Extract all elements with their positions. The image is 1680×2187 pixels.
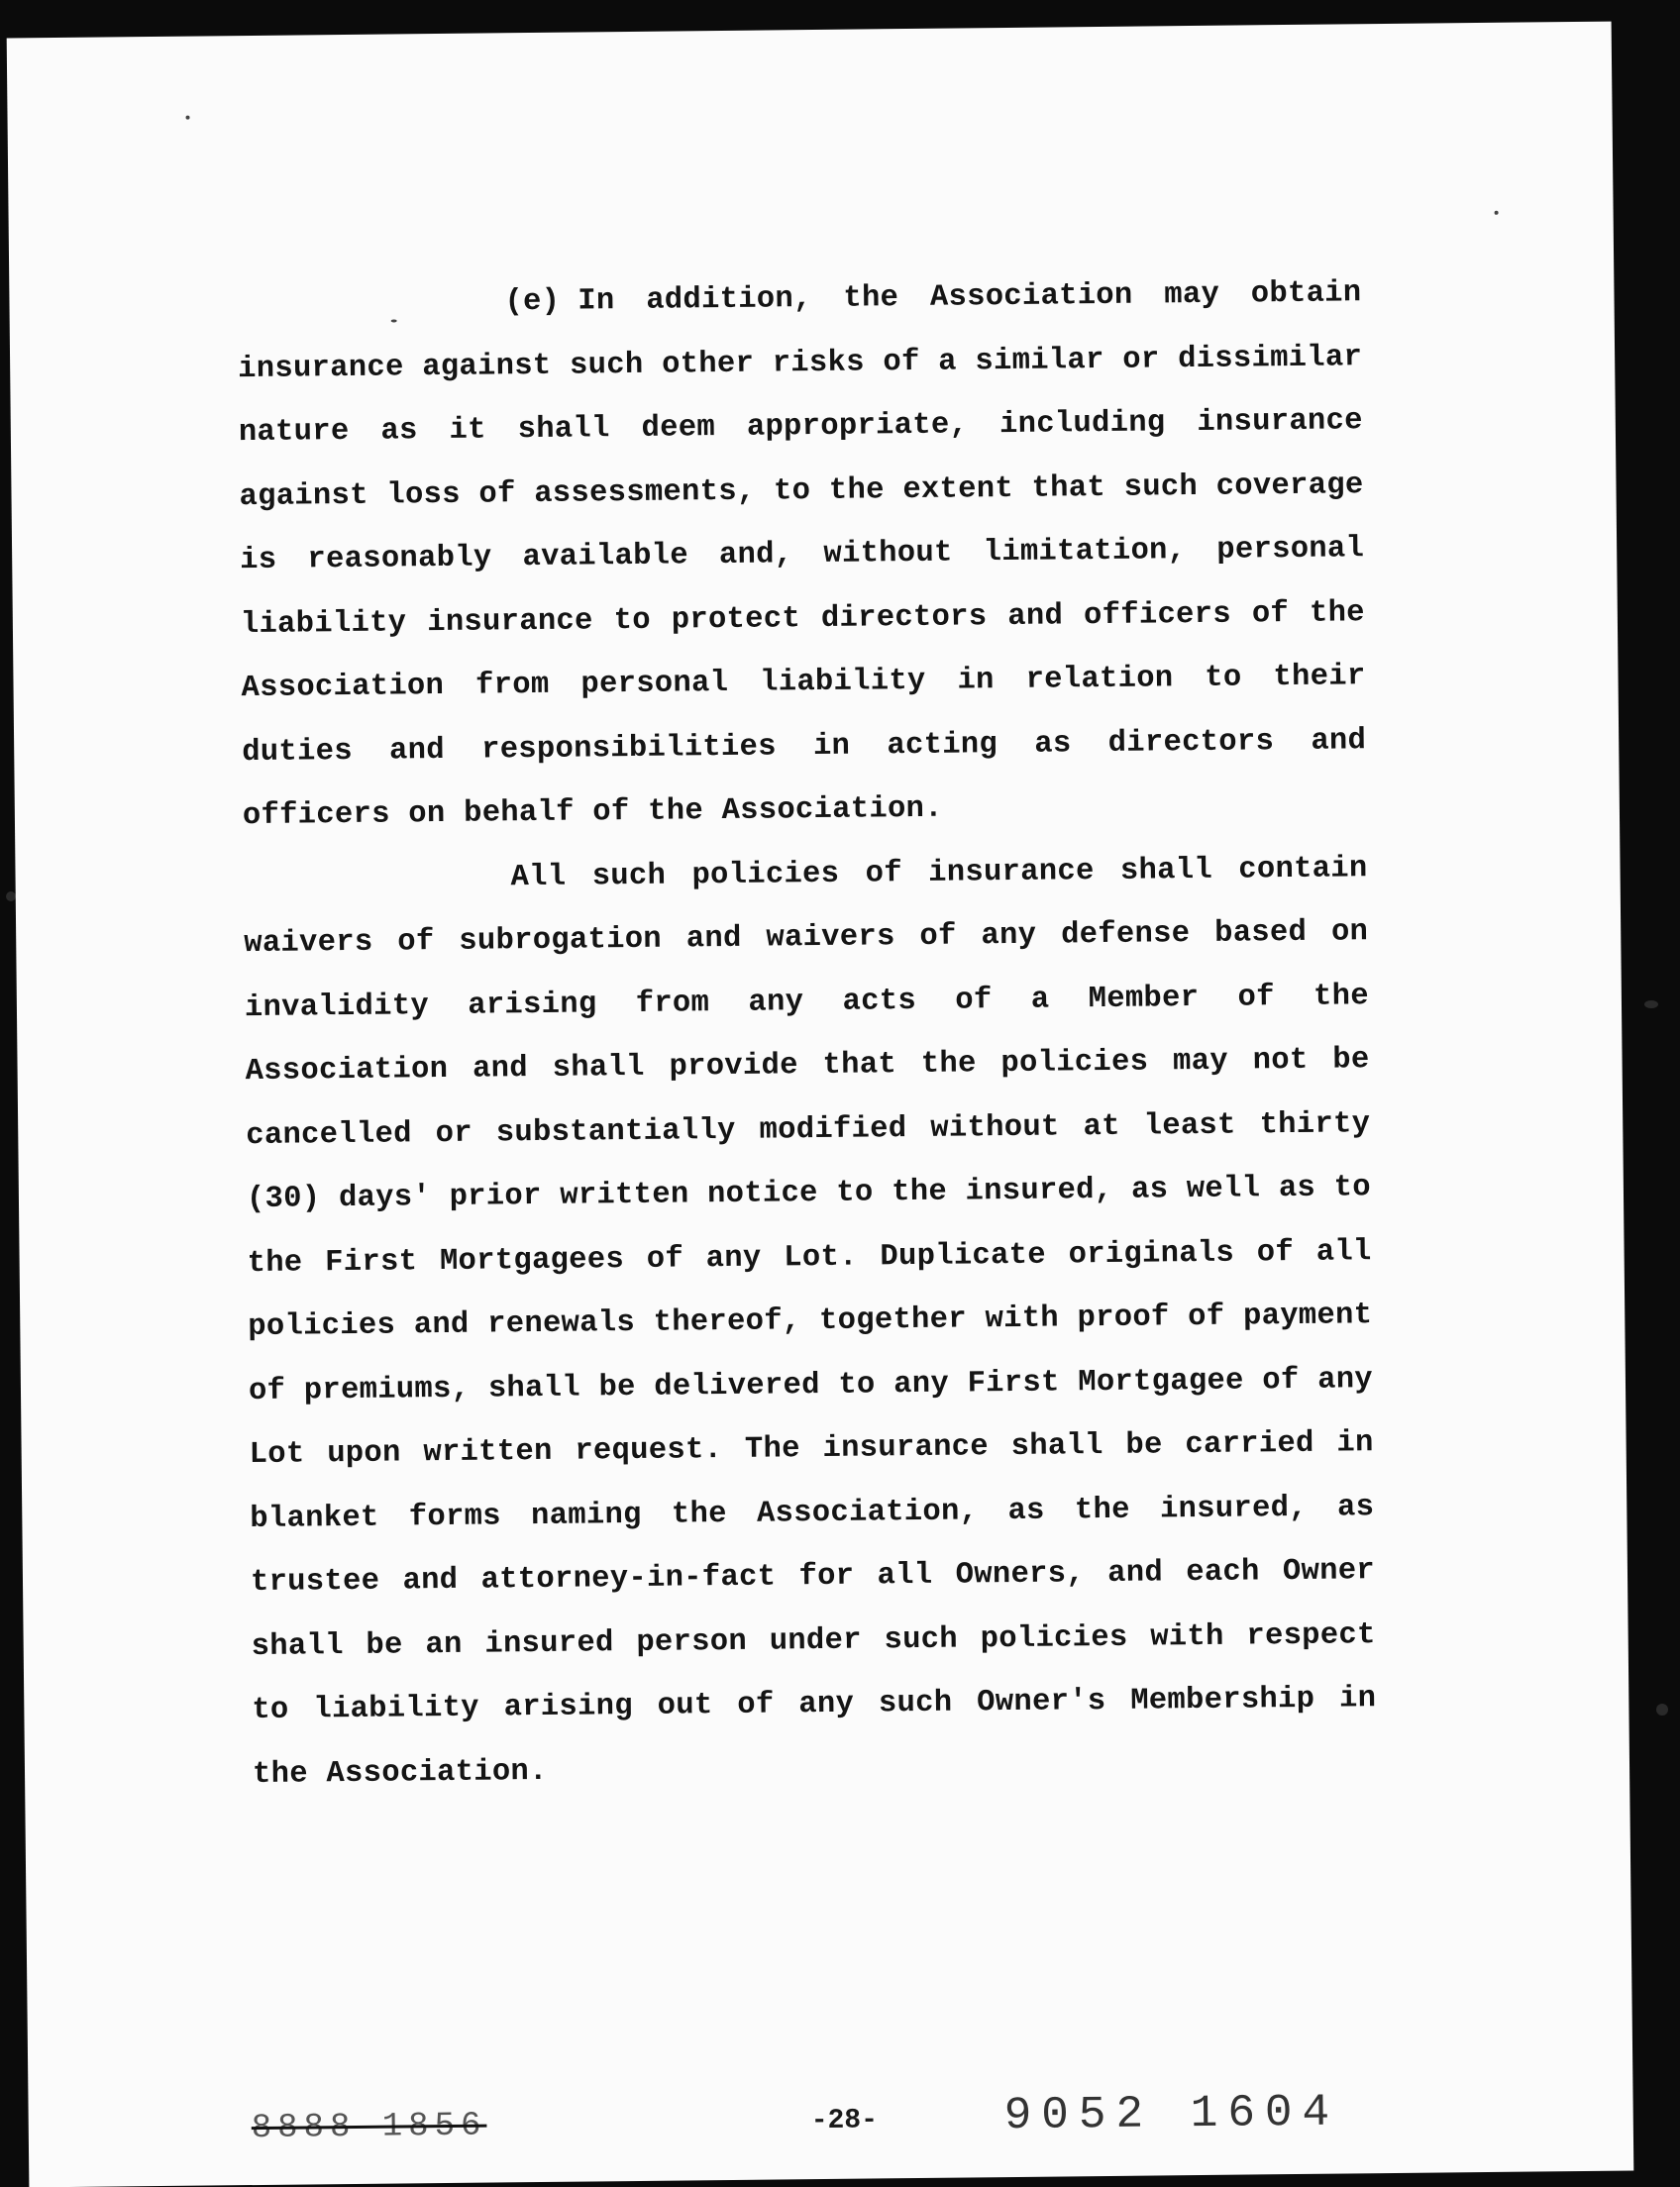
page-footer <box>251 2086 1382 2163</box>
scan-noise <box>1656 1704 1668 1716</box>
paragraph-policies <box>243 837 1377 1807</box>
paragraph-e-text: In addition, the Association may obtain insurance against such other risks of a similar or dissimilar nature as it shall deem appropriate, including insurance against loss of assessments, to the extent that such coverage is reasonably available and, without limitation, personal liability insurance to protect directors and officers of the Association from personal liability in relation to their duties and responsibilities in acting as directors and officers on behalf of the Association. <box>238 276 1367 834</box>
paragraph-policies-text: All such policies of insurance shall contain waivers of subrogation and waivers of any defense based on invalidity arising from any acts of a Member of the Association and shall provide that the policies may not be cancelled or substantially modified without at least thirty (30) days' prior written notice to the insured, as well as to the First Mortgagees of any Lot. Duplicate originals of all policies and renewals thereof, together with proof of payment of premiums, shall be delivered to any First Mortgagee of any Lot upon written request. The insurance shall be carried in blanket forms naming the Association, as the insured, as trustee and attorney-in-fact for all Owners, and each Owner shall be an insured person under such policies with respect to liability arising out of any such Owner's Membership in the Association. <box>244 851 1377 1792</box>
document-page <box>7 22 1634 2187</box>
paper-speck <box>186 116 190 120</box>
struck-out-number: 8888 1856 <box>251 2107 487 2148</box>
paragraph-e <box>237 261 1367 848</box>
scan-noise <box>6 891 16 901</box>
paper-speck <box>1495 211 1499 215</box>
paragraph-label: (e) <box>504 284 561 320</box>
book-page-stamp: 9052 1604 <box>1003 2086 1340 2142</box>
scan-noise <box>1644 1000 1658 1008</box>
document-body <box>237 261 1377 1807</box>
page-number: -28- <box>810 2105 879 2137</box>
